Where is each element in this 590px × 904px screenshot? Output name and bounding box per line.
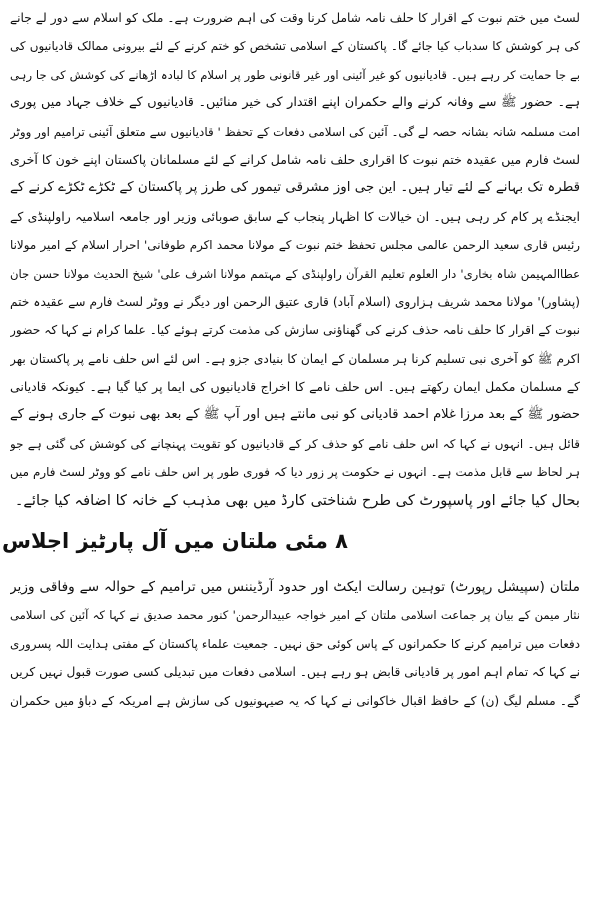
text-line: نبوت کے اقرار کا حلف نامہ حذف کرنے کی گھناؤنی سازش کی مذمت کرتے ہوئے کیا۔ علما کرام نے کہا کہ حضور xyxy=(10,323,580,338)
text-line: قائل ہیں۔ انہوں نے کہا کہ اس حلف نامے کو حذف کر کے قادیانیوں کو تقویت پہنچانے کی کوشش کی گئی ہے جو xyxy=(10,436,580,451)
text-line: اکرم ﷺ کو آخری نبی تسلیم کرنا ہر مسلمان کے ایمان کا بنیادی جزو ہے۔ اس لئے اس حلف نامے پر پاکستان بھر xyxy=(10,351,580,366)
text-line: نثار میمن کے بیان پر جماعت اسلامی ملتان کے امیر خواجہ عبیدالرحمن' کنور محمد صدیق نے کہا کہ آئین کی اسلامی xyxy=(10,608,580,623)
text-line: دفعات میں ترامیم کرنے کا حکمرانوں کے پاس کوئی حق نہیں۔ جمعیت علماء پاکستان کے مفتی ہدایت اللہ پسروری xyxy=(10,636,580,651)
text-line: ایجنڈے پر کام کر رہی ہیں۔ ان خیالات کا اظہار پنجاب کے سابق صوبائی وزیر اور جامعہ اسلامیہ راولپنڈی کے xyxy=(10,208,580,224)
text-line: حضور ﷺ کے بعد مرزا غلام احمد قادیانی کو نبی مانتے ہیں اور آپ ﷺ کے بعد بھی نبوت کے جاری ہونے کے xyxy=(10,407,580,423)
article-paragraph-1 xyxy=(10,4,580,515)
section-heading: ۸ مئی ملتان میں آل پارٹیز اجلاس xyxy=(2,529,348,554)
text-line: لسٹ فارم میں عقیدہ ختم نبوت کا اقراری حلف نامہ شامل کرانے کے لئے مسلمانان پاکستان اپنے خون کا آخری xyxy=(10,151,580,167)
text-line: کے مسلمان مکمل ایمان رکھتے ہیں۔ اس حلف نامے کا اخراج قادیانیوں کی ایما پر کیا گیا ہے۔ کیونکہ قادیانی xyxy=(10,379,580,395)
text-line: ہے۔ حضور ﷺ سے وفانہ کرنے والے حکمران اپنے اقتدار کی خیر منائیں۔ قادیانیوں کے خلاف جہاد میں پوری xyxy=(10,95,580,111)
text-line: بحال کیا جائے اور پاسپورٹ کی طرح شناختی کارڈ میں بھی مذہب کے خانہ کا اضافہ کیا جائے۔ xyxy=(14,491,580,509)
text-line: ملتان (سپیشل رپورٹ) توہین رسالت ایکٹ اور حدود آرڈیننس میں ترامیم کے حوالہ سے وفاقی وزیر xyxy=(10,579,580,596)
text-line: عطاالمہیمن شاہ بخاری' دار العلوم تعلیم القرآن راولپنڈی کے مہتمم مولانا اشرف علی' شیخ الحدیث مولانا حسن جان xyxy=(10,266,580,281)
text-line: امت مسلمہ شانہ بشانہ حصہ لے گی۔ آئین کی اسلامی دفعات کے تحفظ ' قادیانیوں سے متعلق آئینی ترامیم اور ووٹر xyxy=(10,124,580,139)
article-paragraph-2 xyxy=(10,573,580,715)
text-line: بے جا حمایت کر رہے ہیں۔ قادیانیوں کو غیر آئینی اور غیر قانونی طور پر اسلام کا لبادہ اڑھانے کی کوشش کی جا رہی xyxy=(10,67,580,82)
text-line: لسٹ میں ختم نبوت کے اقرار کا حلف نامہ شامل کرنا وقت کی اہم ضرورت ہے۔ ملک کو اسلام سے دور لے جانے xyxy=(10,11,580,25)
text-line: قطرہ تک بہانے کے لئے تیار ہیں۔ این جی اوز مشرقی تیمور کی طرز پر پاکستان کے ٹکڑے ٹکڑے کرنے کے xyxy=(10,180,580,196)
text-line: کی ہر کوشش کا سدباب کیا جائے گا۔ پاکستان کے اسلامی تشخص کو ختم کرنے کے لئے بیرونی ممالک قادیانیوں کی xyxy=(10,39,580,54)
text-line: (پشاور)' مولانا محمد شریف ہزاروی (اسلام آباد) قاری عتیق الرحمن اور دیگر نے ووٹر لسٹ فارم سے عقیدہ ختم xyxy=(10,294,580,309)
text-line: ہر لحاظ سے قابل مذمت ہے۔ انہوں نے حکومت پر زور دیا کہ فوری طور پر اس حلف نامے کو ووٹر لسٹ فارم میں xyxy=(10,465,580,480)
text-line: نے کہا کہ تمام اہم امور پر قادیانی قابض ہو رہے ہیں۔ اسلامی دفعات میں تبدیلی کسی صورت قبول نہیں کریں xyxy=(10,665,580,680)
text-line: رئیس قاری سعید الرحمن عالمی مجلس تحفظ ختم نبوت کے مولانا محمد اکرم طوفانی' احرار اسلام کے امیر مولانا xyxy=(10,238,580,253)
text-line: گے۔ مسلم لیگ (ن) کے حافظ اقبال خاکوانی نے کہا کہ یہ صیہونیوں کی سازش ہے امریکہ کے دباؤ میں حکمران xyxy=(10,693,580,708)
